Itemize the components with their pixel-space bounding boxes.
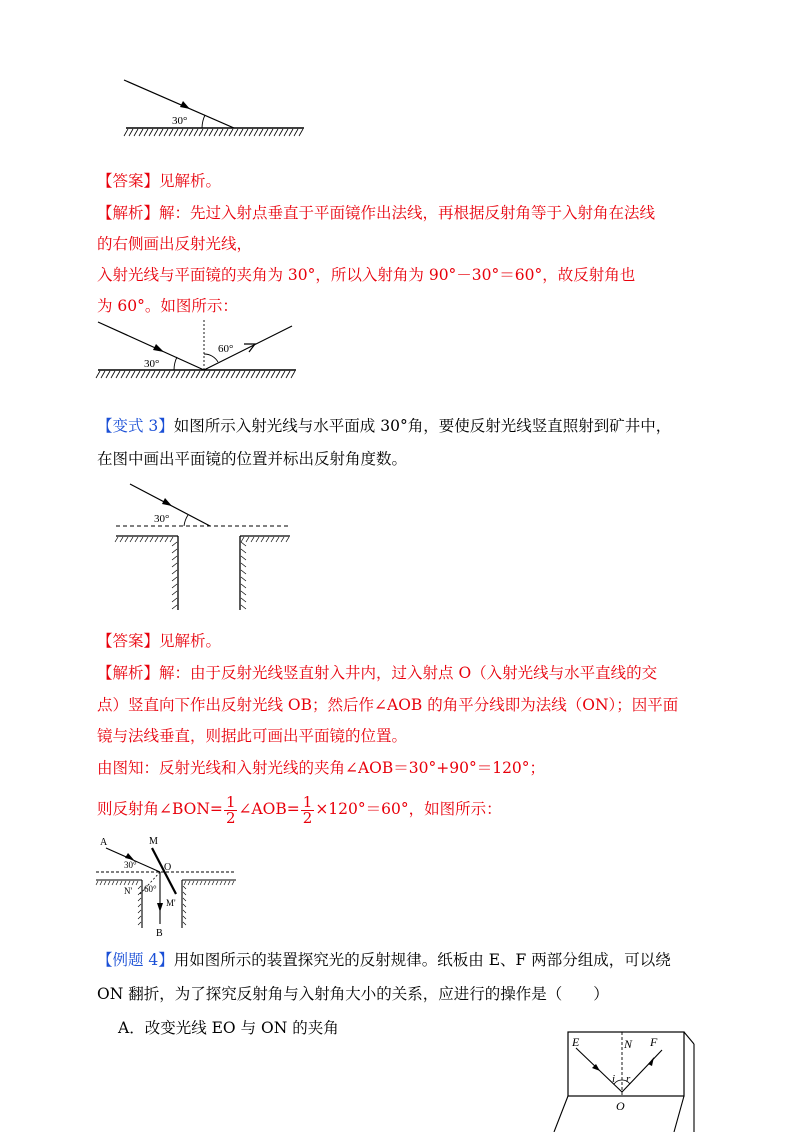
- example-4-bracket: 【例题 4】: [97, 951, 174, 969]
- figure-incident-ray: [118, 72, 318, 142]
- analysis-2-line-2: 点）竖直向下作出反射光线 OB；然后作∠AOB 的角平分线即为法线（ON）；因平面: [97, 696, 679, 714]
- analysis-2-line-5: [97, 790, 502, 828]
- analysis-1-text-1: 解：先过入射点垂直于平面镜作出法线，再根据反射角等于入射角在法线: [159, 204, 656, 222]
- answer-1: [97, 171, 221, 191]
- analysis-2-text-5b: ∠AOB=: [238, 800, 300, 818]
- angle-label-incident: 30°: [144, 358, 160, 370]
- label-M: M: [149, 836, 158, 847]
- answer-1-bracket: 【答案】: [97, 172, 160, 190]
- analysis-2-text-5a: 则反射角∠BON=: [97, 800, 223, 818]
- analysis-1-bracket: 【解析】: [97, 204, 160, 222]
- label-A: A: [100, 837, 108, 848]
- label-O-board: O: [616, 1099, 625, 1113]
- fraction-denominator: 2: [302, 808, 313, 827]
- analysis-1-line-4: 为 60°。如图所示：: [97, 297, 238, 315]
- analysis-2-line-1: [97, 663, 657, 683]
- example-4-line-1: [97, 950, 671, 970]
- analysis-2-line-4: 由图知：反射光线和入射光线的夹角∠AOB＝30°+90°＝120°；: [97, 759, 546, 777]
- analysis-1-line-3: 入射光线与平面镜的夹角为 30°，所以入射角为 90°－30°＝60°，故反射角也: [97, 266, 636, 284]
- variant-3-text-1: 如图所示入射光线与水平面成 30°角，要使反射光线竖直照射到矿井中，: [173, 417, 672, 435]
- example-4-text-1: 用如图所示的装置探究光的反射规律。纸板由 E、F 两部分组成，可以绕: [173, 951, 671, 969]
- label-i: i: [612, 1073, 616, 1085]
- label-O: O: [164, 862, 172, 873]
- angle-label-reflect: 60°: [218, 343, 234, 355]
- angle-label-30-mine: 30°: [154, 513, 170, 525]
- label-E: E: [572, 1035, 580, 1049]
- analysis-1-line-1: [97, 203, 655, 223]
- analysis-2-text-5c: ×120°＝60°，如图所示：: [315, 800, 502, 818]
- angle-label-60-mirror: 60°: [144, 884, 157, 894]
- analysis-2-text-1: 解：由于反射光线竖直射入井内，过入射点 O（入射光线与水平直线的交: [159, 664, 658, 682]
- fraction-numerator: 1: [225, 792, 236, 811]
- label-M-prime: M': [166, 898, 176, 908]
- variant-3-line-2: 在图中画出平面镜的位置并标出反射角度数。: [97, 450, 408, 468]
- fraction-numerator: 1: [302, 792, 313, 811]
- label-B: B: [156, 928, 163, 939]
- answer-2: [97, 631, 221, 651]
- analysis-2-bracket: 【解析】: [97, 664, 160, 682]
- angle-label-30: 30°: [172, 115, 188, 127]
- figure-mine-shaft: [108, 476, 298, 614]
- answer-1-text: 见解析。: [159, 172, 222, 190]
- example-4-line-2: ON 翻折，为了探究反射角与入射角大小的关系，应进行的操作是（ ）: [97, 985, 609, 1003]
- answer-2-bracket: 【答案】: [97, 632, 160, 650]
- variant-3-bracket: 【变式 3】: [97, 417, 174, 435]
- analysis-2-line-3: 镜与法线垂直，则据此可画出平面镜的位置。: [97, 727, 408, 745]
- label-r: r: [626, 1073, 631, 1085]
- variant-3-line-1: [97, 416, 671, 436]
- figure-reflection-board: [548, 1026, 698, 1132]
- angle-label-30-mirror: 30°: [124, 860, 137, 870]
- option-a[interactable]: A．改变光线 EO 与 ON 的夹角: [118, 1019, 339, 1037]
- fraction-half-1: [224, 792, 238, 827]
- label-N: N: [624, 1037, 633, 1051]
- figure-reflection: [92, 318, 312, 388]
- figure-mine-shaft-mirror: [92, 832, 242, 940]
- answer-2-text: 见解析。: [159, 632, 222, 650]
- label-N-prime: N': [124, 886, 133, 896]
- analysis-1-line-2: 的右侧画出反射光线，: [97, 235, 253, 253]
- fraction-half-2: [301, 792, 315, 827]
- fraction-denominator: 2: [225, 808, 236, 827]
- label-F: F: [650, 1035, 658, 1049]
